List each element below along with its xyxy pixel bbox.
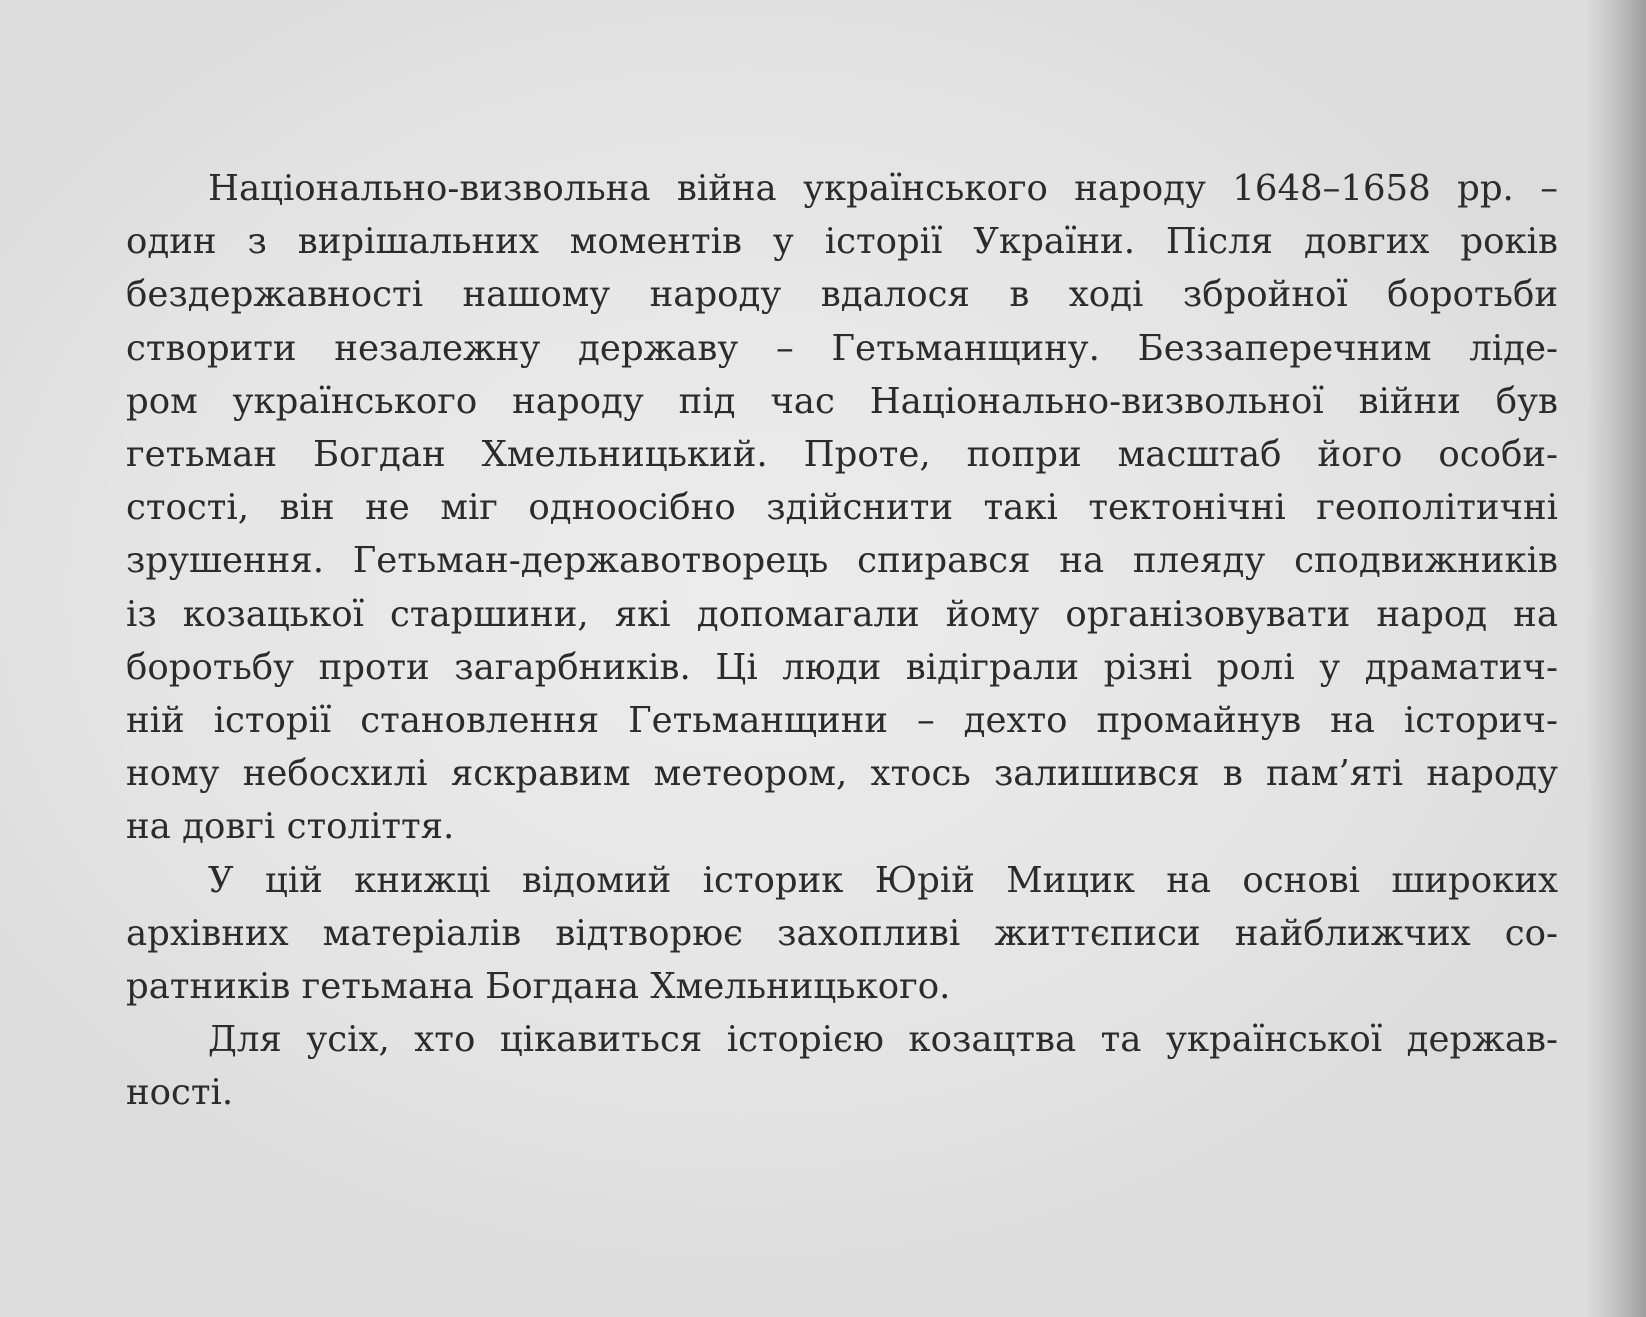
page-edge-shadow [1586, 0, 1646, 1317]
text-line: гетьман Богдан Хмельницький. Проте, попри масштаб його особи- [126, 434, 1558, 476]
text-line: ності. [126, 1072, 234, 1114]
text-line: створити незалежну державу – Гетьманщину. Беззаперечним ліде- [126, 327, 1558, 369]
text-line: стості, він не міг одноосібно здійснити такі тектонічні геополітичні [126, 487, 1558, 529]
text-line: Національно-визвольна війна українського народу 1648–1658 рр. – [208, 168, 1558, 209]
text-line: із козацької старшини, які допомагали йому організовувати народ на [126, 593, 1558, 635]
text-line: ратників гетьмана Богдана Хмельницького. [126, 966, 951, 1008]
text-line: бездержавності нашому народу вдалося в ході збройної боротьби [126, 274, 1558, 316]
text-line: архівних матеріалів відтворює захопливі життєписи найближчих со- [126, 912, 1558, 954]
text-line: ному небосхилі яскравим метеором, хтось залишився в пам’яті народу [126, 753, 1558, 795]
text-line: на довгі століття. [126, 806, 455, 848]
paragraph-book [126, 854, 1558, 1014]
paragraph-intro [126, 162, 1558, 854]
text-line: У цій книжці відомий історик Юрій Мицик на основі широких [208, 859, 1558, 901]
text-line: ром українського народу під час Національно-визвольної війни був [126, 380, 1558, 422]
text-line: боротьбу проти загарбників. Ці люди відіграли різні ролі у драматич- [126, 646, 1558, 688]
body-text [126, 162, 1558, 1120]
paragraph-audience [126, 1013, 1558, 1119]
text-line: Для усіх, хто цікавиться історією козацтва та української держав- [208, 1019, 1558, 1061]
text-line: один з вирішальних моментів у історії України. Після довгих років [126, 221, 1558, 263]
text-line: ній історії становлення Гетьманщини – дехто промайнув на історич- [126, 700, 1558, 742]
text-line: зрушення. Гетьман-державотворець спирався на плеяду сподвижників [126, 540, 1558, 582]
